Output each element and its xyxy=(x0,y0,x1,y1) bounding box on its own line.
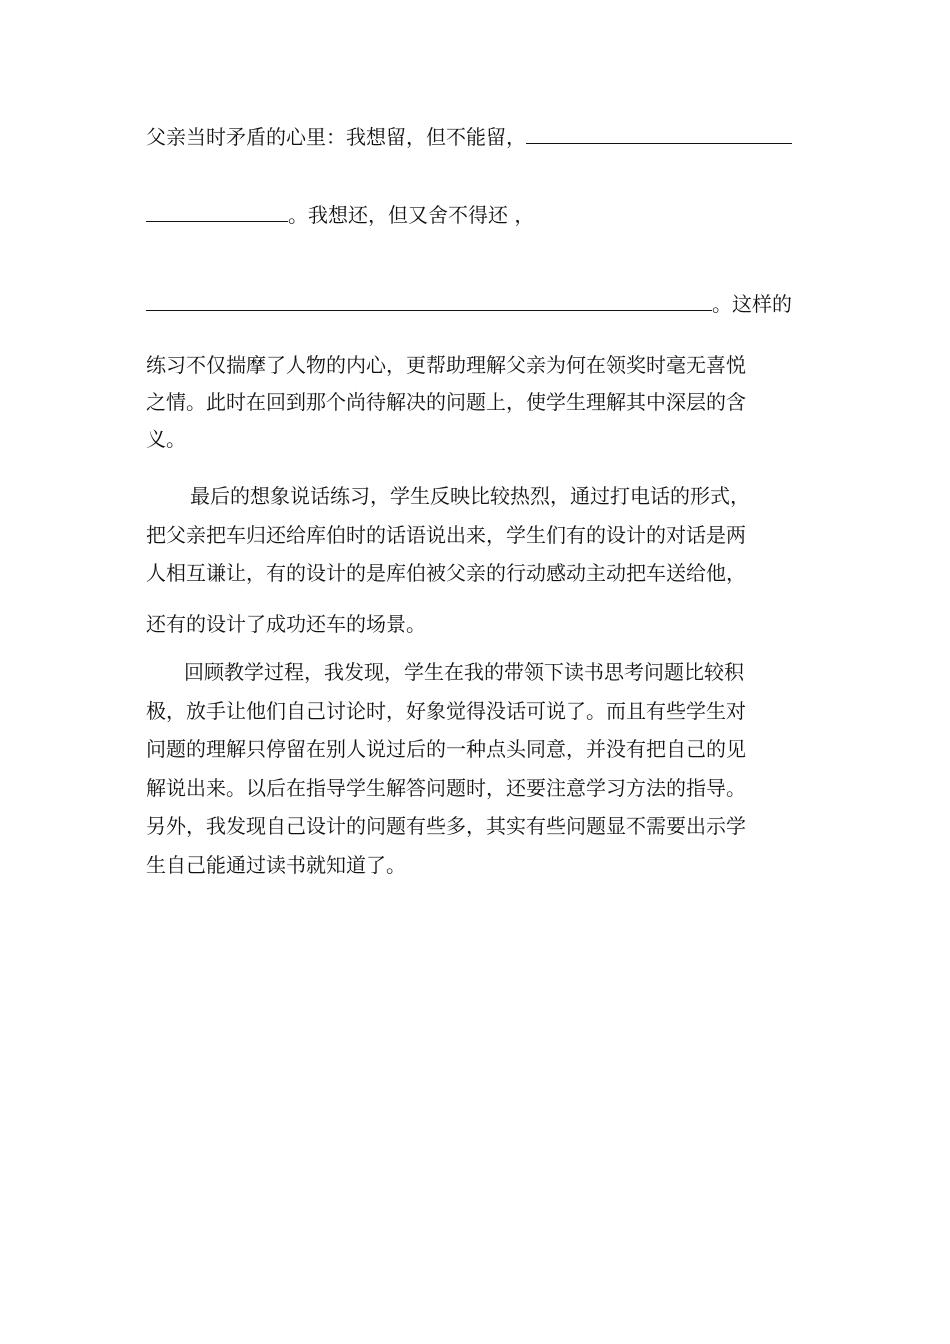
fill-in-blank xyxy=(146,201,288,222)
paragraph-line-9: 人相互谦让，有的设计的是库伯被父亲的行动感动主动把车送给他， xyxy=(146,561,746,585)
fill-in-blank xyxy=(146,290,712,311)
paragraph-line-3 xyxy=(146,290,810,318)
paragraph-line-14: 解说出来。以后在指导学生解答问题时，还要注意学习方法的指导。 xyxy=(146,776,746,800)
paragraph-line-5: 之情。此时在回到那个尚待解决的问题上，使学生理解其中深层的含 xyxy=(146,390,746,414)
paragraph-line-1 xyxy=(146,123,810,151)
paragraph-line-13: 问题的理解只停留在别人说过后的一种点头同意，并没有把自己的见 xyxy=(146,737,746,761)
paragraph-line-2 xyxy=(146,201,810,229)
line-text: 。我想还，但又舍不得还 ， xyxy=(288,203,535,227)
paragraph-line-10: 还有的设计了成功还车的场景。 xyxy=(146,612,426,636)
paragraph-line-16: 生自己能通过读书就知道了。 xyxy=(146,853,406,877)
paragraph-line-8: 把父亲把车归还给库伯时的话语说出来，学生们有的设计的对话是两 xyxy=(146,523,746,547)
line-text: 父亲当时矛盾的心里：我想留，但不能留， xyxy=(146,125,526,149)
paragraph-line-7: 最后的想象说话练习，学生反映比较热烈，通过打电话的形式， xyxy=(190,484,750,508)
paragraph-line-4: 练习不仅揣摩了人物的内心，更帮助理解父亲为何在领奖时毫无喜悦 xyxy=(146,353,746,377)
paragraph-line-15: 另外，我发现自己设计的问题有些多，其实有些问题显不需要出示学 xyxy=(146,814,746,838)
paragraph-line-6: 义。 xyxy=(146,427,186,451)
fill-in-blank xyxy=(526,123,792,144)
paragraph-line-11: 回顾教学过程，我发现，学生在我的带领下读书思考问题比较积 xyxy=(184,660,744,684)
paragraph-line-12: 极，放手让他们自己讨论时，好象觉得没话可说了。而且有些学生对 xyxy=(146,699,746,723)
line-text: 。这样的 xyxy=(712,292,792,316)
